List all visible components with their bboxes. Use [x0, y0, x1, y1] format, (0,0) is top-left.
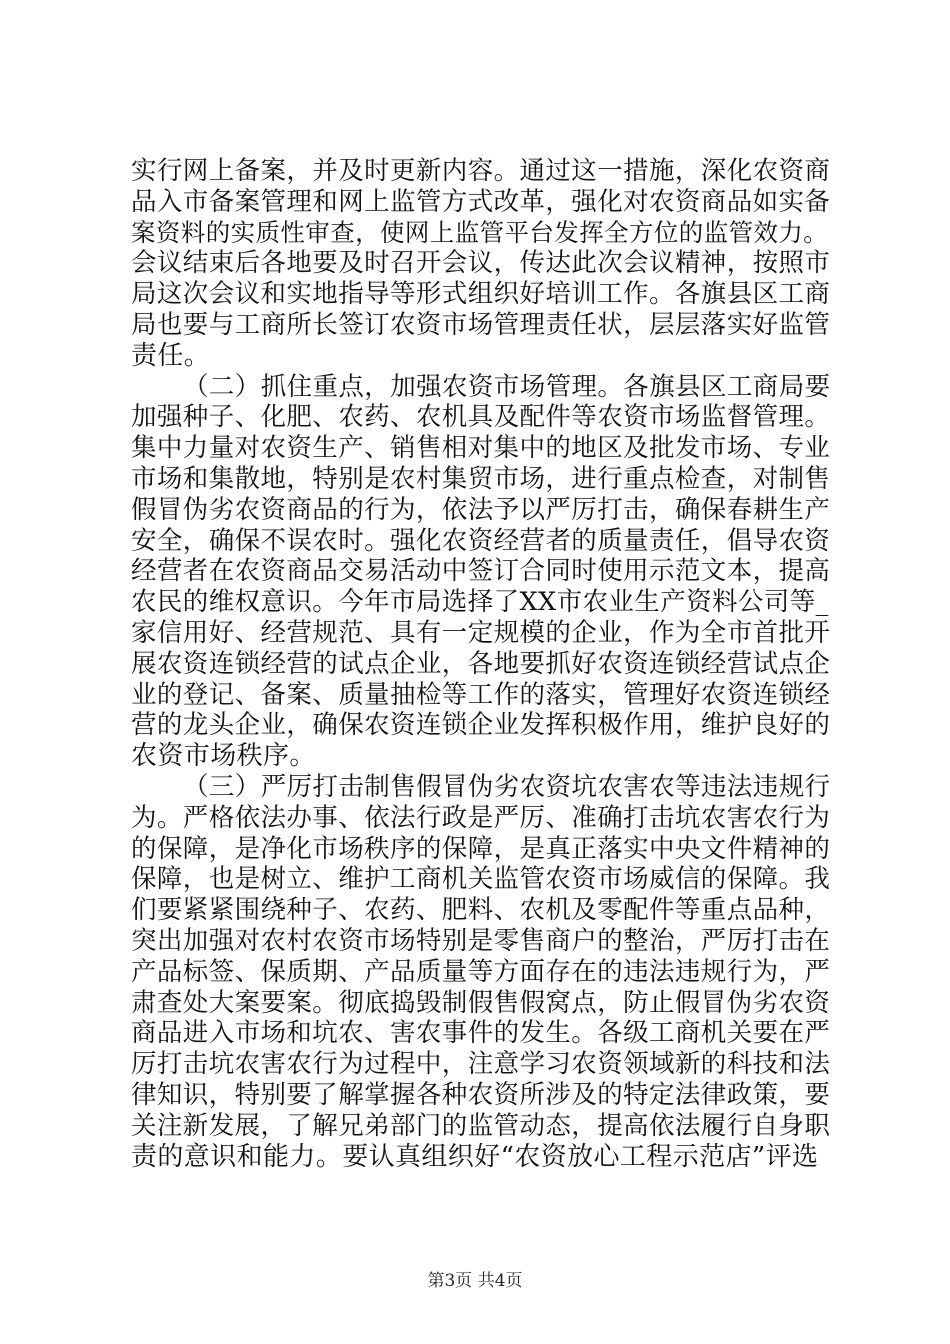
text-line: 的保障，是净化市场秩序的保障，是真正落实中央文件精神的: [131, 833, 831, 864]
text-line: 营的龙头企业，确保农资连锁企业发挥积极作用，维护良好的: [131, 710, 831, 741]
text-line: 律知识，特别要了解掌握各种农资所涉及的特定法律政策，要: [131, 1079, 831, 1110]
text-line: 会议结束后各地要及时召开会议，传达此次会议精神，按照市: [131, 248, 831, 279]
text-line: 责任。: [131, 340, 211, 371]
text-line: 业的登记、备案、质量抽检等工作的落实，管理好农资连锁经: [131, 679, 831, 710]
text-line: 农资市场秩序。: [131, 741, 316, 772]
paragraph-heading-3: （三）严厉打击制售假冒伪劣农资坑农害农等违法违规行: [183, 771, 831, 802]
text-line: 展农资连锁经营的试点企业，各地要抓好农资连锁经营试点企: [131, 648, 831, 679]
text-line: 责的意识和能力。要认真组织好“农资放心工程示范店”评选: [131, 1141, 819, 1172]
text-line: 安全，确保不误农时。强化农资经营者的质量责任，倡导农资: [131, 525, 831, 556]
text-line: 关注新发展，了解兄弟部门的监管动态，提高依法履行自身职: [131, 1110, 831, 1141]
text-line: 商品进入市场和坑农、害农事件的发生。各级工商机关要在严: [131, 1018, 831, 1049]
text-line: 家信用好、经营规范、具有一定规模的企业，作为全市首批开: [131, 617, 831, 648]
text-line: 局这次会议和实地指导等形式组织好培训工作。各旗县区工商: [131, 279, 831, 310]
text-line: 经营者在农资商品交易活动中签订合同时使用示范文本，提高: [131, 556, 831, 587]
text-line: 实行网上备案，并及时更新内容。通过这一措施，深化农资商: [131, 156, 831, 186]
text-line: 农民的维权意识。今年市局选择了XX市农业生产资料公司等_: [131, 587, 829, 618]
document-body: [131, 156, 831, 1172]
text-line: 品入市备案管理和网上监管方式改革，强化对农资商品如实备: [131, 186, 831, 217]
text-line: 产品标签、保质期、产品质量等方面存在的违法违规行为，严: [131, 956, 831, 987]
text-line: 肃查处大案要案。彻底捣毁制假售假窝点，防止假冒伪劣农资: [131, 987, 831, 1018]
text-line: 们要紧紧围绕种子、农药、肥料、农机及零配件等重点品种，: [131, 895, 831, 926]
text-line: 为。严格依法办事、依法行政是严厉、准确打击坑农害农行为: [131, 802, 831, 833]
paragraph-heading-2: （二）抓住重点，加强农资市场管理。各旗县区工商局要: [183, 371, 831, 402]
text-line: 假冒伪劣农资商品的行为，依法予以严厉打击，确保春耕生产: [131, 494, 831, 525]
text-line: 保障，也是树立、维护工商机关监管农资市场威信的保障。我: [131, 864, 831, 895]
text-line: 突出加强对农村农资市场特别是零售商户的整治，严厉打击在: [131, 925, 831, 956]
text-line: 案资料的实质性审查，使网上监管平台发挥全方位的监管效力。: [131, 217, 829, 247]
text-line: 集中力量对农资生产、销售相对集中的地区及批发市场、专业: [131, 433, 831, 464]
page-number-footer: 第3页 共4页: [427, 1271, 523, 1291]
text-line: 市场和集散地，特别是农村集贸市场，进行重点检查，对制售: [131, 463, 831, 494]
text-line: 局也要与工商所长签订农资市场管理责任状，层层落实好监管: [131, 309, 831, 340]
text-line: 加强种子、化肥、农药、农机具及配件等农资市场监督管理。: [131, 402, 831, 433]
text-line: 厉打击坑农害农行为过程中，注意学习农资领域新的科技和法: [131, 1049, 831, 1080]
